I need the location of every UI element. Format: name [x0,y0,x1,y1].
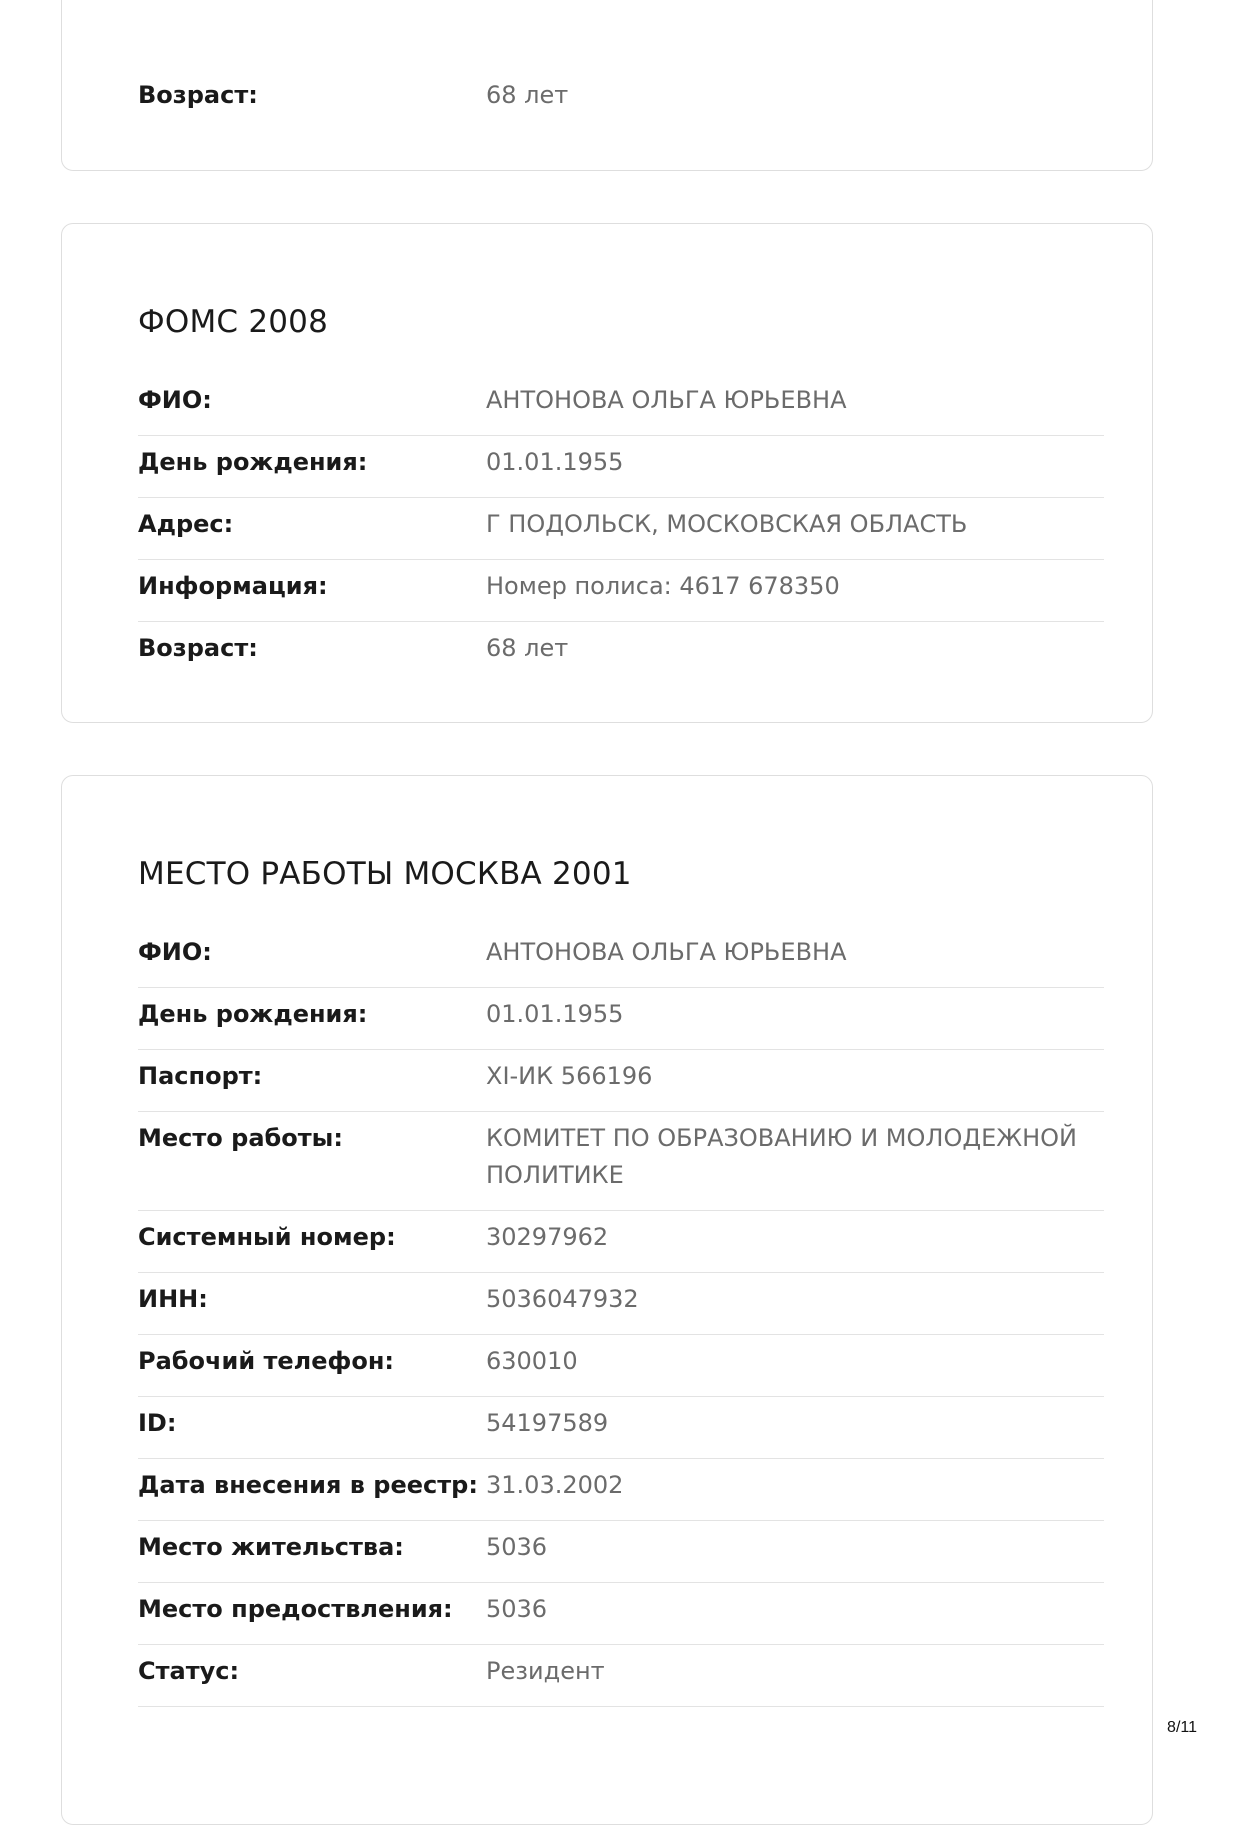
record-label: Информация: [138,572,328,600]
record-value: 31.03.2002 [486,1471,624,1499]
card-title: ФОМС 2008 [138,304,329,340]
record-value: 630010 [486,1347,578,1375]
record-row-birthday [138,436,1104,498]
record-label: Системный номер: [138,1223,396,1251]
record-label: Адрес: [138,510,234,538]
record-rows [138,374,1104,684]
record-label: День рождения: [138,1000,368,1028]
record-label: Паспорт: [138,1062,263,1090]
record-label: Рабочий телефон: [138,1347,395,1375]
record-row-fio [138,374,1104,436]
record-row-address [138,498,1104,560]
record-row-passport [138,1050,1104,1112]
record-value: 5036 [486,1533,548,1561]
record-value: АНТОНОВА ОЛЬГА ЮРЬЕВНА [486,938,847,966]
record-value: 01.01.1955 [486,1000,624,1028]
record-label: Возраст: [138,81,258,109]
record-row-age [138,69,1104,131]
record-value: 68 лет [486,634,569,662]
record-value: Г ПОДОЛЬСК, МОСКОВСКАЯ ОБЛАСТЬ [486,510,968,538]
record-row-residence [138,1521,1104,1583]
record-label: ID: [138,1409,177,1437]
record-label: ФИО: [138,386,212,414]
record-label: Место жительства: [138,1533,404,1561]
record-row-system-number [138,1211,1104,1273]
record-row-status [138,1645,1104,1707]
record-card-foms [61,223,1153,723]
record-label: ИНН: [138,1285,208,1313]
record-card-continued [61,0,1153,171]
record-label: ФИО: [138,938,212,966]
record-label: Статус: [138,1657,240,1685]
record-value: 5036 [486,1595,548,1623]
record-value: 68 лет [486,81,569,109]
record-rows [138,926,1104,1707]
record-row-work-phone [138,1335,1104,1397]
record-value: XI-ИК 566196 [486,1062,653,1090]
record-row-workplace [138,1112,1104,1211]
record-row-age [138,622,1104,684]
record-row-provision-place [138,1583,1104,1645]
record-row-birthday [138,988,1104,1050]
card-title: МЕСТО РАБОТЫ МОСКВА 2001 [138,856,632,892]
page-number: 8/11 [1167,1719,1197,1736]
record-row-fio [138,926,1104,988]
record-value: 54197589 [486,1409,609,1437]
record-label: Дата внесения в реестр: [138,1471,478,1499]
record-label: Место работы: [138,1124,343,1152]
record-label: Возраст: [138,634,258,662]
record-row-inn [138,1273,1104,1335]
record-value: 30297962 [486,1223,609,1251]
record-value: Номер полиса: 4617 678350 [486,572,840,600]
record-row-registry-date [138,1459,1104,1521]
record-value: Резидент [486,1657,605,1685]
record-card-work [61,775,1153,1825]
record-value: 01.01.1955 [486,448,624,476]
record-row-info [138,560,1104,622]
record-value: КОМИТЕТ ПО ОБРАЗОВАНИЮ И МОЛОДЕЖНОЙ ПОЛИТИКЕ [486,1124,1077,1189]
record-value: АНТОНОВА ОЛЬГА ЮРЬЕВНА [486,386,847,414]
record-row-id [138,1397,1104,1459]
record-label: Место предоствления: [138,1595,453,1623]
record-value: 5036047932 [486,1285,639,1313]
record-label: День рождения: [138,448,368,476]
